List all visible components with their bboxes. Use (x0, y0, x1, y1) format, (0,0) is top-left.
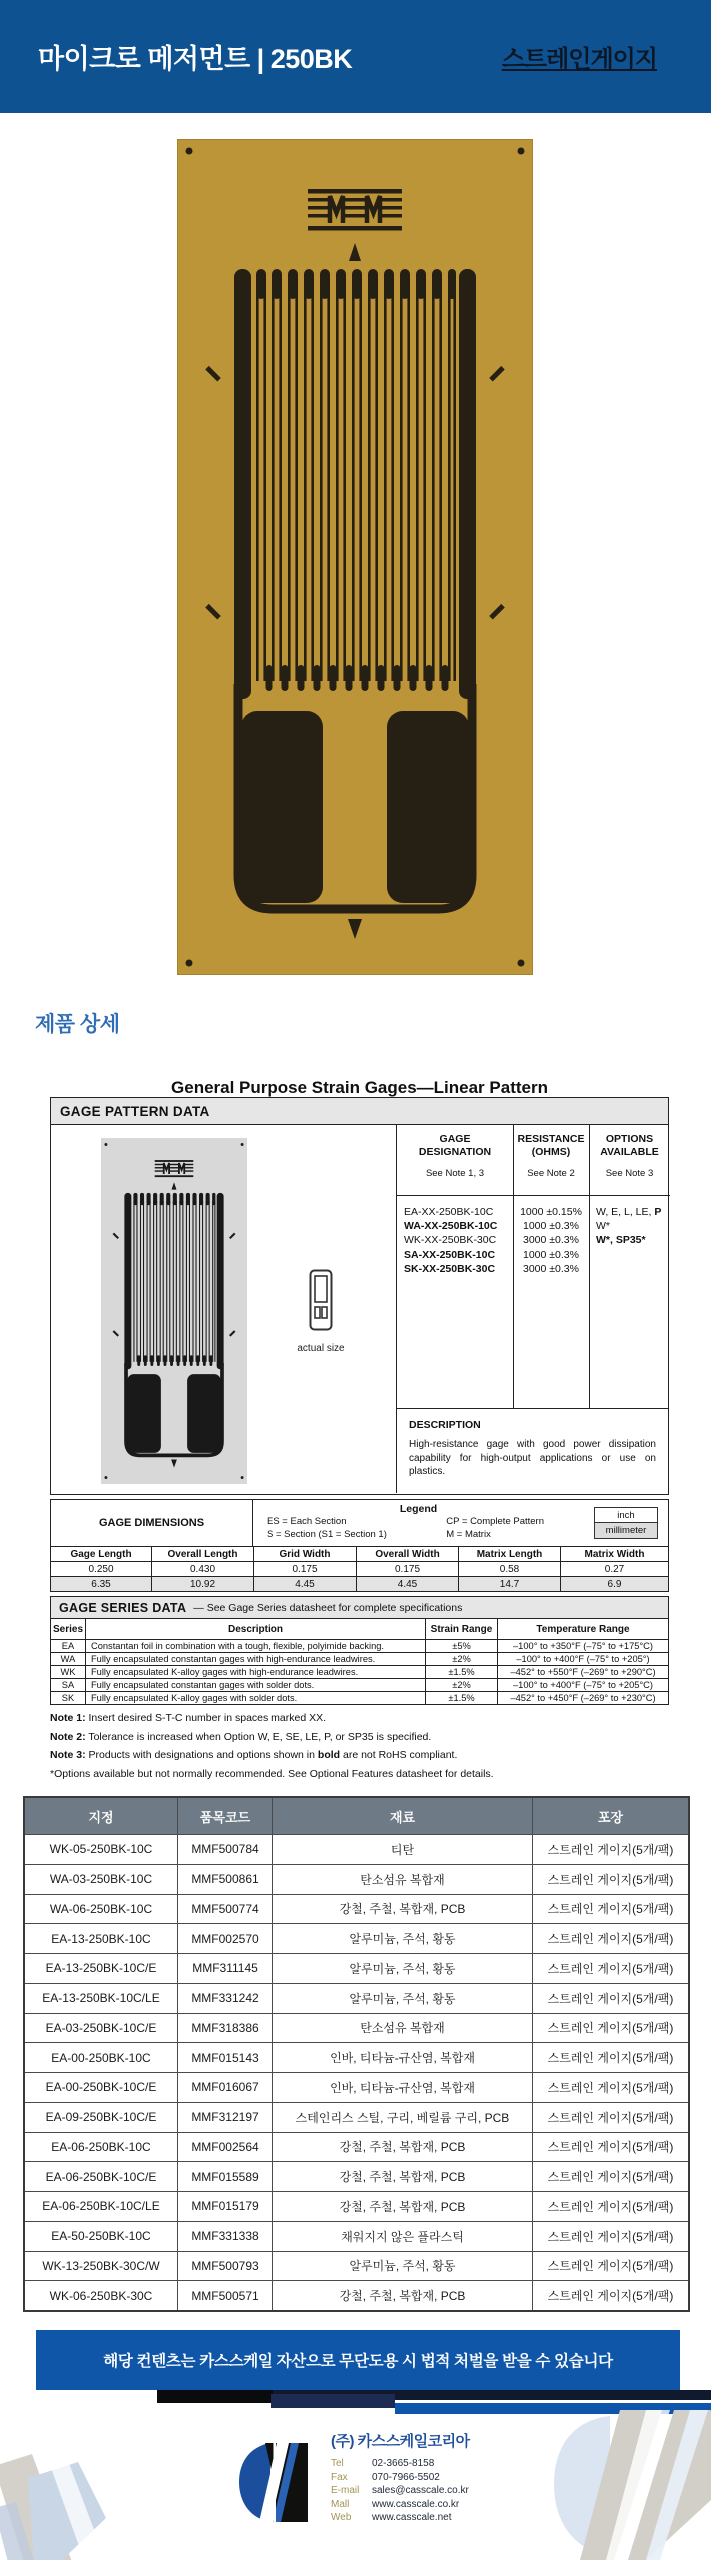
series-cell: Strain Range (425, 1619, 497, 1639)
resistance-value: 3000 ±0.3% (523, 1234, 579, 1247)
series-row (51, 1639, 668, 1652)
note (50, 1731, 650, 1743)
gage-dimensions-table (50, 1499, 669, 1592)
contact-label: Web (331, 2512, 352, 2524)
resistance-value: 1000 ±0.3% (523, 1220, 579, 1233)
dim-cell: 0.175 (356, 1562, 458, 1576)
table-cell: 스트레인 게이지(5개/팩) (532, 2252, 688, 2281)
legend-item: M = Matrix (446, 1528, 491, 1540)
note (50, 1712, 650, 1724)
options-value (596, 1219, 670, 1233)
series-row (51, 1691, 668, 1704)
dim-inch-row (51, 1561, 668, 1576)
column-header: 품목코드 (177, 1798, 272, 1834)
contact-value: sales@casscale.co.kr (372, 2485, 469, 2497)
table-row (25, 2072, 688, 2102)
table-cell: EA-00-250BK-10C (51, 2050, 151, 2065)
contact-value: 02-3665-8158 (372, 2458, 435, 2470)
column-note: See Note 2 (527, 1168, 575, 1179)
notes (50, 1712, 650, 1786)
series-cell: ±5% (425, 1640, 497, 1652)
table-cell: MMF312197 (177, 2103, 272, 2132)
series-cell: –452° to +550°F (–269° to +290°C) (497, 1666, 668, 1678)
table-cell: 강철, 주철, 복합재, PCB (272, 2192, 532, 2221)
table-cell: EA-13-250BK-10C (51, 1931, 151, 1946)
column-header: 포장 (532, 1798, 688, 1834)
stripe-decor (157, 2390, 273, 2403)
contact-row (331, 2471, 469, 2485)
options-value (596, 1233, 670, 1247)
series-header-row (51, 1619, 668, 1639)
table-row (25, 1983, 688, 2013)
gage-pattern-data-header: GAGE PATTERN DATA (51, 1098, 668, 1125)
resistance-value: 3000 ±0.3% (523, 1262, 579, 1275)
gage-pattern-data-body (51, 1125, 668, 1493)
gage-designation: EA-XX-250BK-10C (404, 1206, 494, 1218)
table-cell: WA-03-250BK-10C (49, 1872, 153, 1887)
series-cell: SK (61, 1693, 75, 1703)
table-cell: 알루미늄, 주석, 황동 (272, 1954, 532, 1983)
contact-value: www.casscale.co.kr (372, 2498, 460, 2510)
unit-boxes (584, 1500, 668, 1546)
table-cell: 스트레인 게이지(5개/팩) (532, 1984, 688, 2013)
dim-header-row (51, 1546, 668, 1561)
table-row (25, 2221, 688, 2251)
table-cell: MMF318386 (177, 2014, 272, 2043)
legend-title: Legend (399, 1503, 438, 1515)
table-row (25, 2161, 688, 2191)
dimensions-legend-row (51, 1500, 668, 1546)
table-row (25, 2251, 688, 2281)
series-cell: Series (52, 1623, 84, 1635)
series-cell: ±1.5% (425, 1666, 497, 1678)
series-cell: Fully encapsulated constantan gages with high-endurance leadwires. (85, 1653, 425, 1665)
table-cell: 강철, 주철, 복합재, PCB (272, 1895, 532, 1924)
table-cell: 강철, 주철, 복합재, PCB (272, 2162, 532, 2191)
note (50, 1749, 650, 1761)
series-cell: –100° to +350°F (–75° to +175°C) (497, 1640, 668, 1652)
dim-cell: 4.45 (356, 1577, 458, 1591)
gage-pattern-thumbnail (101, 1138, 247, 1484)
table-cell: 스트레인 게이지(5개/팩) (532, 2043, 688, 2072)
strain-gage-pattern-image (177, 139, 533, 975)
table-cell: WA-06-250BK-10C (49, 1901, 153, 1916)
table-cell: 스트레인 게이지(5개/팩) (532, 2133, 688, 2162)
gage-series-data-table (50, 1596, 669, 1705)
text-segment: Note 1: (50, 1712, 86, 1724)
resistance-list (513, 1205, 589, 1276)
series-row (51, 1665, 668, 1678)
table-cell: 티탄 (272, 1835, 532, 1864)
series-title: GAGE SERIES DATA (59, 1600, 187, 1615)
series-cell: –100° to +400°F (–75° to +205°C) (497, 1679, 668, 1691)
table-cell: 스트레인 게이지(5개/팩) (532, 2103, 688, 2132)
dim-cell: 6.9 (560, 1577, 668, 1591)
header-subtitle: 스트레인게이지 (501, 46, 657, 73)
header-bar (0, 0, 711, 113)
text-segment: Tolerance is increased when Option W, E, SE, LE, P, or SP35 is specified. (85, 1730, 432, 1743)
table-row (25, 1894, 688, 1924)
gage-designation: SK-XX-250BK-30C (404, 1262, 496, 1275)
actual-size-label: actual size (297, 1343, 345, 1354)
dim-cell: 6.35 (91, 1578, 111, 1590)
table-cell: 인바, 티타늄-규산염, 복합재 (272, 2043, 532, 2072)
table-cell: MMF015589 (177, 2162, 272, 2191)
text-segment: P (654, 1206, 662, 1218)
table-cell: MMF016067 (177, 2073, 272, 2102)
dimensions-title: GAGE DIMENSIONS (51, 1500, 253, 1546)
series-cell: –100° to +400°F (–75° to +205°) (497, 1653, 668, 1665)
table-cell: WK-05-250BK-10C (49, 1842, 153, 1857)
table-cell: 스트레인 게이지(5개/팩) (532, 1835, 688, 1864)
watermark-logo-right (550, 2410, 711, 2560)
resistance-value: 1000 ±0.15% (520, 1206, 582, 1218)
dim-cell: 0.250 (88, 1563, 114, 1575)
contact-row (331, 2511, 469, 2525)
column-title: AVAILABLE (600, 1146, 659, 1158)
note (50, 1768, 650, 1780)
table-cell: EA-00-250BK-10C/E (45, 2080, 157, 2095)
table-row (25, 2042, 688, 2072)
legend-item: CP = Complete Pattern (446, 1516, 544, 1527)
table-cell: 알루미늄, 주석, 황동 (272, 1924, 532, 1953)
table-cell: 스트레인 게이지(5개/팩) (532, 2281, 688, 2310)
legend-cell (253, 1500, 584, 1546)
table-cell: MMF331338 (177, 2222, 272, 2251)
table-cell: MMF500861 (177, 1865, 272, 1894)
series-cell: ±2% (425, 1653, 497, 1665)
contact-value: 070-7966-5502 (372, 2471, 440, 2483)
contact-label: Fax (331, 2471, 348, 2483)
table-row (25, 2191, 688, 2221)
description-text: High-resistance gage with good power dissipation capability for high-output applications or use on plastics. (409, 1439, 656, 1477)
table-cell: MMF015143 (177, 2043, 272, 2072)
table-cell: MMF015179 (177, 2192, 272, 2221)
datasheet-title: General Purpose Strain Gages—Linear Pattern (171, 1078, 548, 1097)
table-row (25, 1923, 688, 1953)
contact-row (331, 2457, 469, 2471)
table-row (25, 1953, 688, 1983)
unit-millimeter-box: millimeter (594, 1523, 658, 1539)
dim-cell: Overall Width (356, 1547, 458, 1561)
page-title: 마이크로 메저먼트 | 250BK (38, 44, 353, 74)
table-cell: MMF311145 (177, 1954, 272, 1983)
dim-cell: 14.7 (458, 1577, 560, 1591)
divider (396, 1195, 670, 1196)
table-cell: 스트레인 게이지(5개/팩) (532, 2222, 688, 2251)
contact-row (331, 2484, 469, 2498)
table-cell: 채워지지 않은 플라스틱 (272, 2222, 532, 2251)
cas-logo (237, 2441, 310, 2524)
table-cell: 스트레인 게이지(5개/팩) (532, 2014, 688, 2043)
resistance-value: 1000 ±0.3% (523, 1248, 579, 1261)
text-segment: *Options available but not normally recommended. See Optional Features datasheet for details. (50, 1767, 494, 1780)
table-cell: 스트레인 게이지(5개/팩) (532, 1895, 688, 1924)
table-cell: MMF331242 (177, 1984, 272, 2013)
column-header-designation (397, 1133, 513, 1179)
section-title: 제품 상세 (35, 1013, 120, 1036)
column-note: See Note 3 (605, 1168, 654, 1179)
table-cell: WK-06-250BK-30C (49, 2288, 153, 2303)
description-title: DESCRIPTION (409, 1419, 481, 1431)
dim-cell: 0.27 (560, 1562, 668, 1576)
series-rows (51, 1619, 668, 1704)
text-segment: W*, SP35* (596, 1234, 646, 1247)
stripe-decor (271, 2394, 395, 2408)
column-title: (OHMS) (531, 1146, 571, 1158)
series-cell: SA (61, 1680, 75, 1690)
column-header-resistance (513, 1133, 589, 1179)
gage-pattern-thumbnail-panel (101, 1138, 247, 1484)
column-title: OPTIONS (605, 1133, 654, 1145)
dim-cell: Matrix Length (458, 1547, 560, 1561)
table-cell: 탄소섬유 복합재 (272, 2014, 532, 2043)
series-cell: Fully encapsulated constantan gages with solder dots. (85, 1679, 425, 1691)
product-table (23, 1796, 690, 2312)
table-row (25, 2102, 688, 2132)
table-cell: EA-09-250BK-10C/E (45, 2110, 157, 2125)
table-cell: MMF002564 (177, 2133, 272, 2162)
series-cell: Temperature Range (497, 1619, 668, 1639)
table-cell: MMF500793 (177, 2252, 272, 2281)
table-cell: MMF002570 (177, 1924, 272, 1953)
table-cell: EA-06-250BK-10C/LE (42, 2199, 160, 2214)
table-cell: 스트레인 게이지(5개/팩) (532, 2192, 688, 2221)
text-segment: bold (317, 1749, 341, 1761)
series-cell: Constantan foil in combination with a tough, flexible, polyimide backing. (85, 1640, 425, 1652)
series-row (51, 1678, 668, 1691)
table-cell: MMF500571 (177, 2281, 272, 2310)
dim-cell: Gage Length (70, 1548, 132, 1560)
unit-inch-box: inch (594, 1507, 658, 1523)
contact-info (331, 2457, 469, 2525)
contact-row (331, 2498, 469, 2512)
column-title: RESISTANCE (517, 1133, 585, 1145)
dim-mm-row (51, 1576, 668, 1591)
series-cell: Fully encapsulated K-alloy gages with solder dots. (85, 1692, 425, 1704)
table-cell: 스트레인 게이지(5개/팩) (532, 1954, 688, 1983)
dim-cell: 0.175 (253, 1562, 356, 1576)
series-cell: WA (60, 1654, 76, 1664)
contact-label: Tel (331, 2458, 344, 2470)
table-cell: 스트레인 게이지(5개/팩) (532, 1865, 688, 1894)
column-header: 재료 (272, 1798, 532, 1834)
text-segment: are not RoHS compliant. (340, 1749, 458, 1761)
series-cell: Description (85, 1619, 425, 1639)
dim-cell: Matrix Width (560, 1547, 668, 1561)
column-header: 지정 (88, 1809, 114, 1825)
column-note: See Note 1, 3 (425, 1168, 485, 1179)
table-row (25, 1864, 688, 1894)
text-segment: Products with designations and options shown in (85, 1749, 318, 1761)
text-segment: W, E, L, LE, (596, 1206, 655, 1218)
gage-designation: SA-XX-250BK-10C (404, 1248, 496, 1261)
series-row (51, 1652, 668, 1665)
table-cell: 스테인리스 스틸, 구리, 베릴륨 구리, PCB (272, 2103, 532, 2132)
table-cell: EA-06-250BK-10C/E (45, 2169, 157, 2184)
table-cell: WK-13-250BK-30C/W (42, 2258, 160, 2273)
table-row (25, 2280, 688, 2310)
designation-list (404, 1205, 513, 1276)
table-cell: 탄소섬유 복합재 (272, 1865, 532, 1894)
gage-designation: WA-XX-250BK-10C (404, 1220, 498, 1233)
series-title-bar (51, 1597, 668, 1619)
strain-gage-photo (177, 139, 533, 975)
table-cell: 강철, 주철, 복합재, PCB (272, 2281, 532, 2310)
table-row (25, 1834, 688, 1864)
dimensions-rows (51, 1546, 668, 1591)
series-cell: ±2% (425, 1679, 497, 1691)
series-cell: WK (60, 1667, 76, 1677)
text-segment: W* (596, 1220, 610, 1233)
watermark-logo-left (0, 2448, 114, 2560)
description-cell (396, 1408, 668, 1493)
table-cell: 스트레인 게이지(5개/팩) (532, 2162, 688, 2191)
legend-grid (253, 1515, 584, 1541)
actual-size-icon (309, 1269, 333, 1331)
legend-item: S = Section (S1 = Section 1) (267, 1528, 387, 1540)
dim-cell: Grid Width (253, 1547, 356, 1561)
dim-cell: 0.430 (151, 1562, 253, 1576)
column-header-options (589, 1133, 670, 1179)
table-cell: EA-06-250BK-10C (51, 2139, 151, 2154)
table-cell: MMF500774 (177, 1895, 272, 1924)
contact-value: www.casscale.net (372, 2512, 452, 2524)
table-row (25, 2132, 688, 2162)
gage-pattern-data-table (50, 1097, 669, 1495)
table-cell: 강철, 주철, 복합재, PCB (272, 2133, 532, 2162)
table-row (25, 2013, 688, 2043)
legend-item: ES = Each Section (267, 1516, 347, 1527)
table-cell: 알루미늄, 주석, 황동 (272, 2252, 532, 2281)
series-cell: Fully encapsulated K-alloy gages with high-endurance leadwires. (85, 1666, 425, 1678)
table-cell: EA-50-250BK-10C (51, 2229, 151, 2244)
contact-label: Mall (331, 2498, 350, 2510)
text-segment: Note 3: (50, 1749, 86, 1761)
dim-cell: 10.92 (151, 1577, 253, 1591)
table-cell: 알루미늄, 주석, 황동 (272, 1984, 532, 2013)
column-title: GAGE (439, 1133, 471, 1145)
table-cell: 스트레인 게이지(5개/팩) (532, 2073, 688, 2102)
table-cell: EA-13-250BK-10C/LE (42, 1991, 160, 2006)
table-cell: EA-13-250BK-10C/E (45, 1961, 157, 1976)
table-cell: 스트레인 게이지(5개/팩) (532, 1924, 688, 1953)
options-list (596, 1205, 670, 1248)
table-cell: EA-03-250BK-10C/E (45, 2020, 157, 2035)
column-title: DESIGNATION (418, 1146, 492, 1158)
series-subtitle: — See Gage Series datasheet for complete specifications (193, 1601, 463, 1614)
dim-cell: 0.58 (458, 1562, 560, 1576)
text-segment: Note 2: (50, 1730, 86, 1743)
table-cell: 인바, 티타늄-규산염, 복합재 (272, 2073, 532, 2102)
options-value (596, 1205, 670, 1219)
text-segment: Insert desired S-T-C number in spaces marked XX. (85, 1712, 327, 1724)
contact-label: E-mail (331, 2485, 360, 2497)
dim-cell: Overall Length (151, 1547, 253, 1561)
table-cell: MMF500784 (177, 1835, 272, 1864)
series-cell: ±1.5% (425, 1692, 497, 1704)
series-cell: –452° to +450°F (–269° to +230°C) (497, 1692, 668, 1704)
company-name: (주) 카스스케일코리아 (331, 2433, 470, 2450)
series-cell: EA (61, 1641, 75, 1651)
copyright-notice-bar: 해당 컨텐츠는 카스스케일 자산으로 무단도용 시 법적 처벌을 받을 수 있습니다 (36, 2330, 680, 2390)
product-table-header (25, 1798, 688, 1834)
gage-designation: WK-XX-250BK-30C (404, 1234, 497, 1247)
dim-cell: 4.45 (253, 1577, 356, 1591)
